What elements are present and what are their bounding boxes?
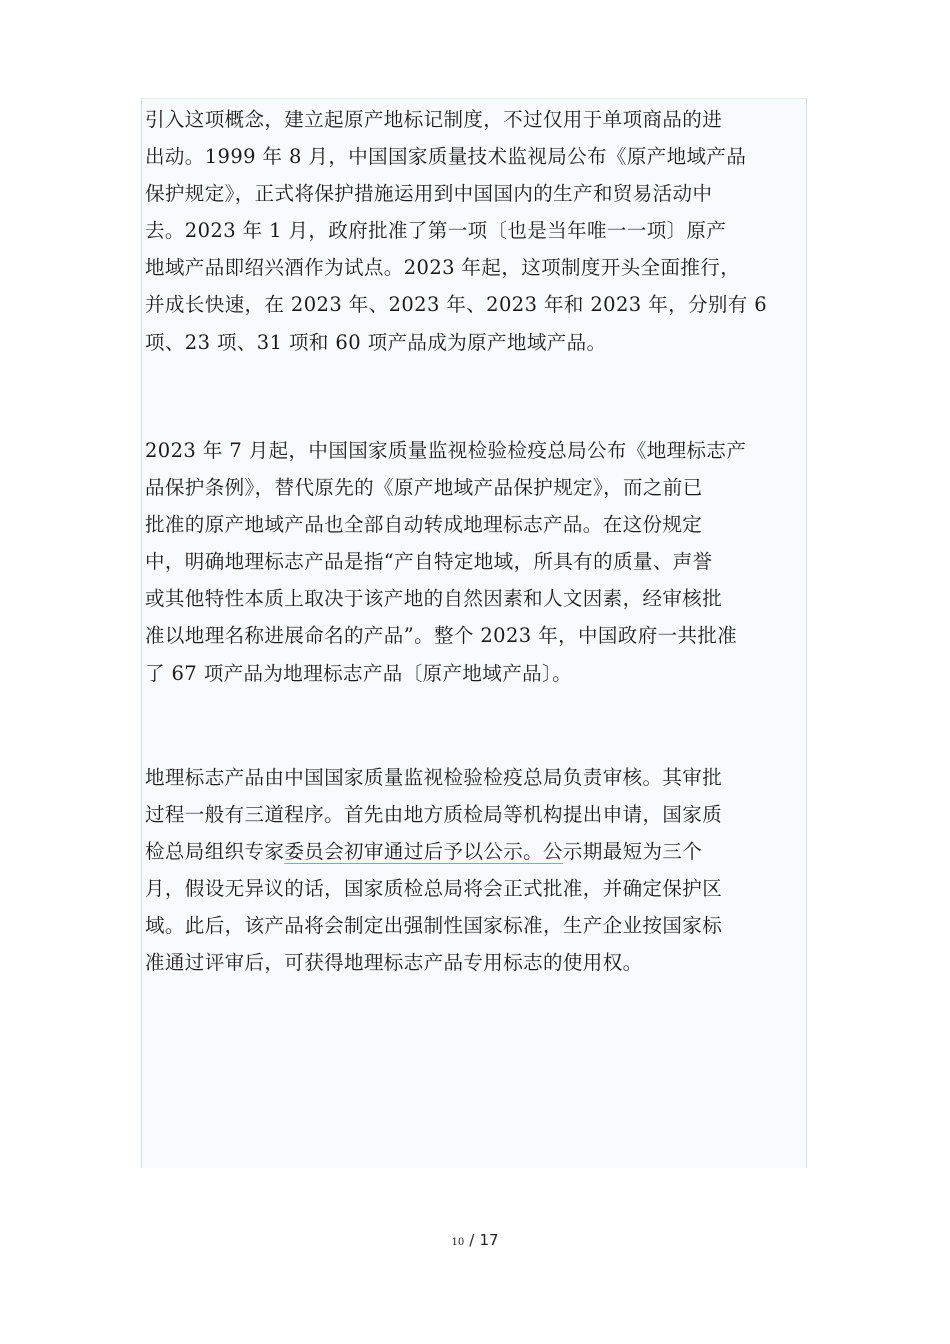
text-line: 了 67 项产品为地理标志产品〔原产地域产品〕。 (145, 661, 573, 685)
text-line: 批准的原产地域产品也全部自动转成地理标志产品。在这份规定 (145, 513, 703, 537)
page-current: 10 (451, 1237, 465, 1248)
text-line: 地域产品即绍兴酒作为试点。2023 年起，这项制度开头全面推行， (145, 256, 741, 280)
text-line-with-link (145, 833, 807, 870)
text-line: 2023 年 7 月起，中国国家质量监视检验检疫总局公布《地理标志产 (145, 439, 747, 462)
text-line: 保护规定》，正式将保护措施运用到中国国内的生产和贸易活动中 (145, 182, 713, 206)
text-line: 或其他特性本质上取决于该产地的自然因素和人文因素，经审核批 (145, 587, 723, 611)
text-line: 出动。1999 年 8 月，中国国家质量技术监视局公布《原产地域产品 (145, 145, 747, 169)
text-segment: 示期最短为三个 (562, 840, 703, 864)
page-number (0, 1230, 950, 1249)
text-line: 去。2023 年 1 月，政府批准了第一项〔也是当年唯一一项〕原产 (145, 219, 727, 243)
page-total: 17 (479, 1231, 499, 1249)
text-line: 月，假设无异议的话，国家质检总局将会正式批准，并确定保护区 (145, 877, 723, 901)
text-segment: 检总局组织专家 (145, 840, 285, 864)
underlined-text-link[interactable]: 委员会初审通过后予以公示。公 (284, 840, 563, 864)
text-line: 准以地理名称进展命名的产品”。整个 2023 年，中国政府一共批准 (145, 624, 738, 648)
text-line: 并成长快速，在 2023 年、2023 年、2023 年和 2023 年，分别有 6 (145, 293, 768, 317)
paragraph-3 (145, 759, 807, 982)
text-line: 项、23 项、31 项和 60 项产品成为原产地域产品。 (145, 330, 607, 354)
page-separator: / (469, 1231, 475, 1249)
paragraph-2 (145, 432, 807, 692)
text-line: 中，明确地理标志产品是指“产自特定地域，所具有的质量、声誉 (145, 550, 713, 574)
paragraph-1 (145, 101, 807, 361)
text-line: 引入这项概念，建立起原产地标记制度，不过仅用于单项商品的进 (145, 108, 723, 131)
text-line: 过程一般有三道程序。首先由地方质检局等机构提出申请，国家质 (145, 803, 723, 827)
text-line: 域。此后，该产品将会制定出强制性国家标准，生产企业按国家标 (145, 914, 723, 938)
text-line: 品保护条例》，替代原先的《原产地域产品保护规定》，而之前已 (145, 476, 703, 500)
text-line: 准通过评审后，可获得地理标志产品专用标志的使用权。 (145, 951, 643, 975)
text-line: 地理标志产品由中国国家质量监视检验检疫总局负责审核。其审批 (145, 766, 723, 789)
